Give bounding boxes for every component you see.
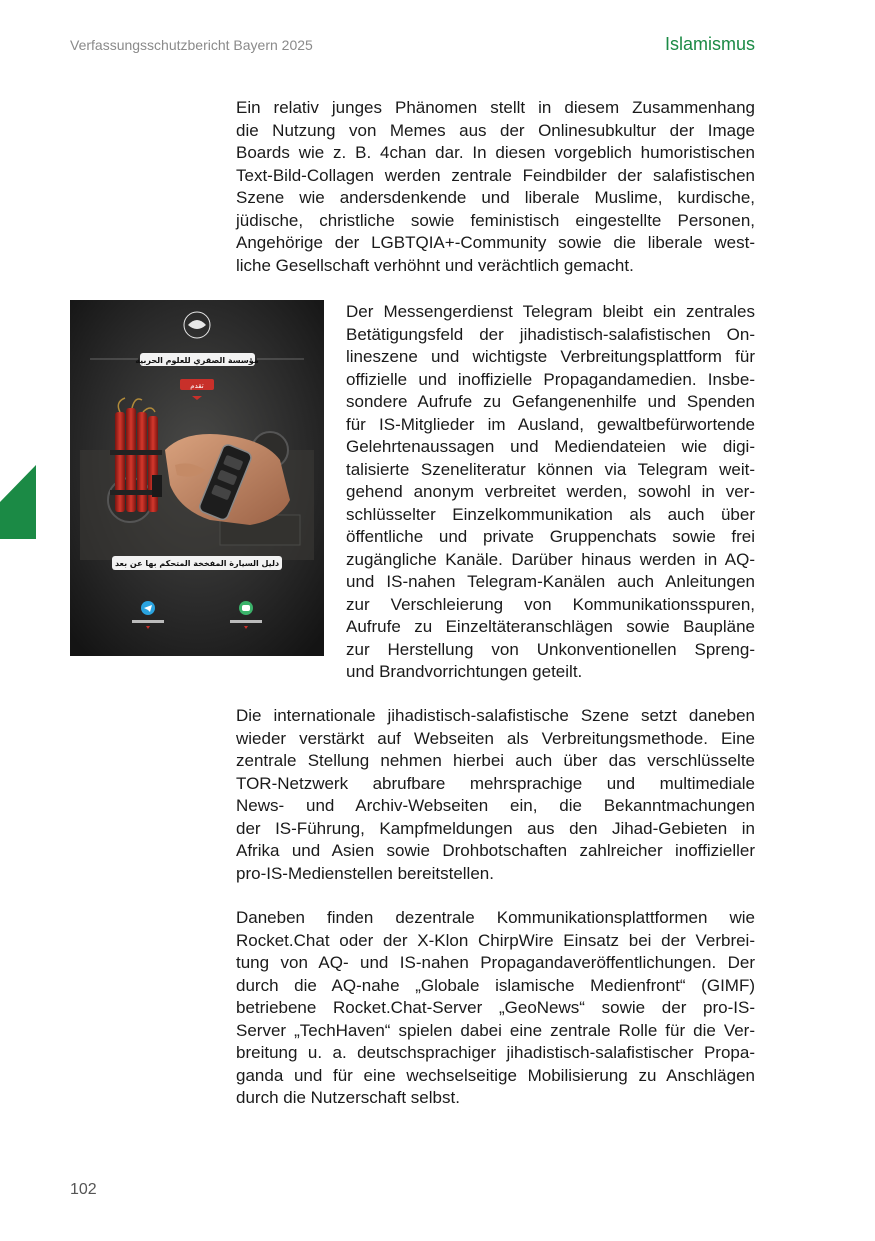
text-line: Szene wie andersdenkende und liberale Muslime, kurdische, (236, 188, 755, 207)
text-line: liche Gesellschaft verhöhnt und verächtlich gemacht. (236, 255, 634, 275)
text-line: Server „TechHaven“ spielen dabei eine zentrale Rolle für die Ver- (236, 1020, 755, 1040)
banner-bottom-text: دليل السيارة المفخخة المتحكم بها عن بعد (114, 559, 280, 568)
paragraph-memes (236, 97, 755, 277)
text-line: jüdische, christliche sowie feministisch eingestellte Personen, (236, 210, 755, 230)
text-line: zentrale Stellung nehmen hierbei auch über das verschlüsselte (236, 751, 755, 770)
text-line: TOR-Netzwerk abrufbare mehrsprachige und multimediale (236, 773, 755, 793)
text-line: Rocket.Chat oder der X-Klon ChirpWire Einsatz bei der Verbrei- (236, 930, 755, 950)
text-line: Boards wie z. B. 4chan dar. In diesen vorgeblich humoristischen (236, 143, 755, 162)
text-line: Der Messengerdienst Telegram bleibt ein zentrales (346, 302, 755, 321)
text-line: offizielle und inoffizielle Propagandamedien. Insbe- (346, 369, 755, 389)
text-line: lineszene und wichtigste Verbreitungsplattform für (346, 347, 755, 366)
text-line: gehend anonym verbreitet werden, sowohl in ver- (346, 482, 755, 501)
page-number: 102 (70, 1181, 97, 1198)
paragraph-webseiten (236, 705, 755, 885)
running-header-title: Verfassungsschutzbericht Bayern 2025 (70, 37, 313, 53)
text-line: durch die AQ-nahe „Globale islamische Medienfront“ (GIMF) (236, 975, 755, 995)
text-line: Text-Bild-Collagen werden zentrale Feindbilder der salafistischen (236, 165, 755, 185)
text-line: öffentliche und private Gruppenchats sowie frei (346, 527, 755, 546)
text-line: schlüsselter Einzelkommunikation als auch über (346, 504, 755, 524)
paragraph-telegram (346, 301, 755, 684)
text-line: News- und Archiv-Webseiten ein, die Bekanntmachungen (236, 796, 755, 815)
text-line: wieder verstärkt auf Webseiten als Verbreitungsmethode. Eine (236, 728, 755, 748)
text-line: Die internationale jihadistisch-salafistische Szene setzt daneben (236, 706, 755, 725)
text-line: Aufrufe zu Einzeltäteranschlägen sowie Baupläne (346, 617, 755, 636)
text-line: breitung u. a. deutschsprachiger jihadistisch-salafistischer Propa- (236, 1043, 755, 1062)
text-line: Betätigungsfeld der jihadistisch-salafistischen On- (346, 324, 755, 344)
text-line: tung von AQ- und IS-nahen Propagandaveröffentlichungen. Der (236, 953, 755, 972)
text-line: zur Verschleierung von Kommunikationsspuren, (346, 594, 755, 614)
text-line: sondere Aufrufe zu Gefangenenhilfe und Spenden (346, 392, 755, 411)
text-line: Angehörige der LGBTQIA+-Community sowie die liberale west- (236, 233, 755, 252)
text-line: und Brandvorrichtungen geteilt. (346, 662, 583, 681)
section-title: Islamismus (664, 34, 755, 54)
text-line: betriebene Rocket.Chat-Server „GeoNews“ sowie der pro-IS- (236, 998, 755, 1017)
badge-text: تقدم (190, 382, 204, 390)
text-line: Ein relativ junges Phänomen stellt in diesem Zusammenhang (236, 98, 755, 117)
text-line: talisierte Szeneliteratur können via Telegram weit- (346, 459, 755, 479)
banner-top-text: مؤسسة الصقري للعلوم الحربية (135, 356, 259, 365)
section-tab-marker (0, 465, 36, 539)
paragraph-plattformen (236, 907, 755, 1110)
text-line: Daneben finden dezentrale Kommunikationsplattformen wie (236, 908, 755, 927)
text-line: für IS-Mitglieder im Ausland, gewaltbefürwortende (346, 414, 755, 434)
text-line: zur Herstellung von Unkonventionellen Spreng- (346, 639, 755, 659)
text-line: der IS-Führung, Kampfmeldungen aus den Jihad-Gebieten in (236, 818, 755, 838)
text-line: Afrika und Asien sowie Drohbotschaften zahlreicher inoffizieller (236, 841, 755, 860)
text-line: durch die Nutzerschaft selbst. (236, 1088, 460, 1107)
text-line: ganda und für eine wechselseitige Mobilisierung zu Anschlägen (236, 1065, 755, 1085)
text-line: zugängliche Kanäle. Darüber hinaus werden in AQ- (346, 549, 755, 569)
text-line: und IS-nahen Telegram-Kanälen auch Anleitungen (346, 572, 755, 591)
text-line: die Nutzung von Memes aus der Onlinesubkultur der Image (236, 120, 755, 140)
text-line: pro-IS-Medienstellen bereitstellen. (236, 863, 494, 883)
text-line: Gelehrtenaussagen und Mediendateien wie digi- (346, 437, 755, 456)
propaganda-image (70, 300, 324, 656)
